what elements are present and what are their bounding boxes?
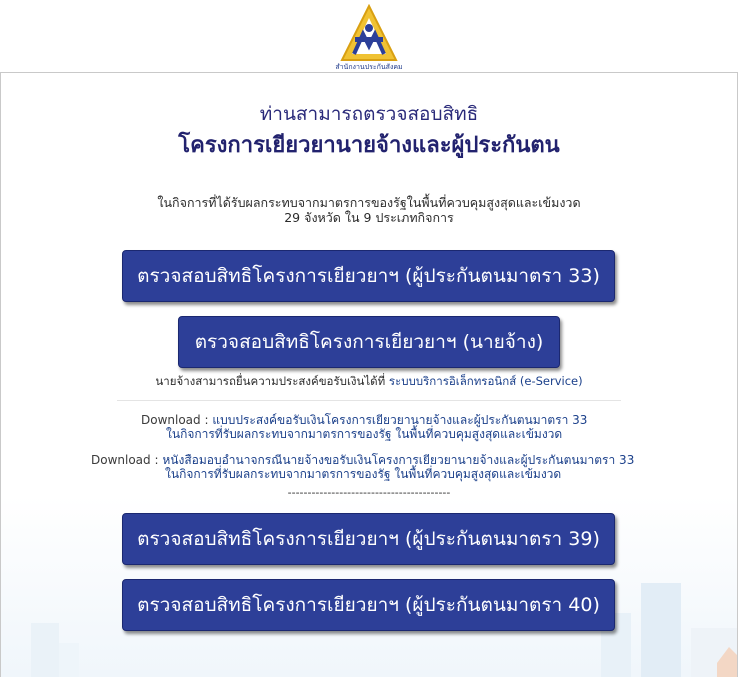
download-item	[141, 413, 588, 441]
subtitle-line2: 29 จังหวัด ใน 9 ประเภทกิจการ	[284, 210, 454, 225]
check-employer-button[interactable]: ตรวจสอบสิทธิโครงการเยียวยาฯ (นายจ้าง)	[178, 316, 560, 368]
download-link-form[interactable]: แบบประสงค์ขอรับเงินโครงการเยียวยานายจ้างและผู้ประกันตนมาตรา 33	[212, 413, 588, 427]
download-item	[91, 453, 635, 481]
header	[0, 0, 738, 72]
divider	[117, 400, 621, 401]
download-label: Download :	[91, 453, 159, 467]
download-link-authorization-line2[interactable]: ในกิจการที่รับผลกระทบจากมาตรการของรัฐ ในพื้นที่ควบคุมสูงสุดและเข้มงวด	[165, 467, 562, 481]
download-label: Download :	[141, 413, 209, 427]
check-section39-button[interactable]: ตรวจสอบสิทธิโครงการเยียวยาฯ (ผู้ประกันตนมาตรา 39)	[122, 513, 615, 565]
sso-logo-icon[interactable]	[336, 4, 402, 70]
check-section40-button[interactable]: ตรวจสอบสิทธิโครงการเยียวยาฯ (ผู้ประกันตนมาตรา 40)	[122, 579, 615, 631]
subtitle-line1: ในกิจการที่ได้รับผลกระทบจากมาตรการของรัฐในพื้นที่ควบคุมสูงสุดและเข้มงวด	[157, 195, 581, 210]
employer-note	[1, 373, 737, 391]
eservice-link[interactable]: ระบบบริการอิเล็กทรอนิกส์ (e-Service)	[388, 374, 583, 388]
page-title-line1: ท่านสามารถตรวจสอบสิทธิ	[259, 103, 479, 125]
employer-note-text: นายจ้างสามารถยื่นความประสงค์ขอรับเงินได้ที่	[155, 374, 386, 388]
check-section33-button[interactable]: ตรวจสอบสิทธิโครงการเยียวยาฯ (ผู้ประกันตนมาตรา 33)	[122, 250, 615, 302]
main-card	[0, 72, 738, 677]
page-title-line2: โครงการเยียวยานายจ้างและผู้ประกันตน	[178, 133, 560, 158]
dashed-separator: -----------------------------------------	[287, 486, 451, 499]
logo-caption: สำนักงานประกันสังคม	[335, 63, 403, 71]
download-link-form-line2[interactable]: ในกิจการที่รับผลกระทบจากมาตรการของรัฐ ในพื้นที่ควบคุมสูงสุดและเข้มงวด	[166, 427, 563, 441]
download-link-authorization[interactable]: หนังสือมอบอำนาจกรณีนายจ้างขอรับเงินโครงการเยียวยานายจ้างและผู้ประกันตนมาตรา 33	[162, 453, 635, 467]
